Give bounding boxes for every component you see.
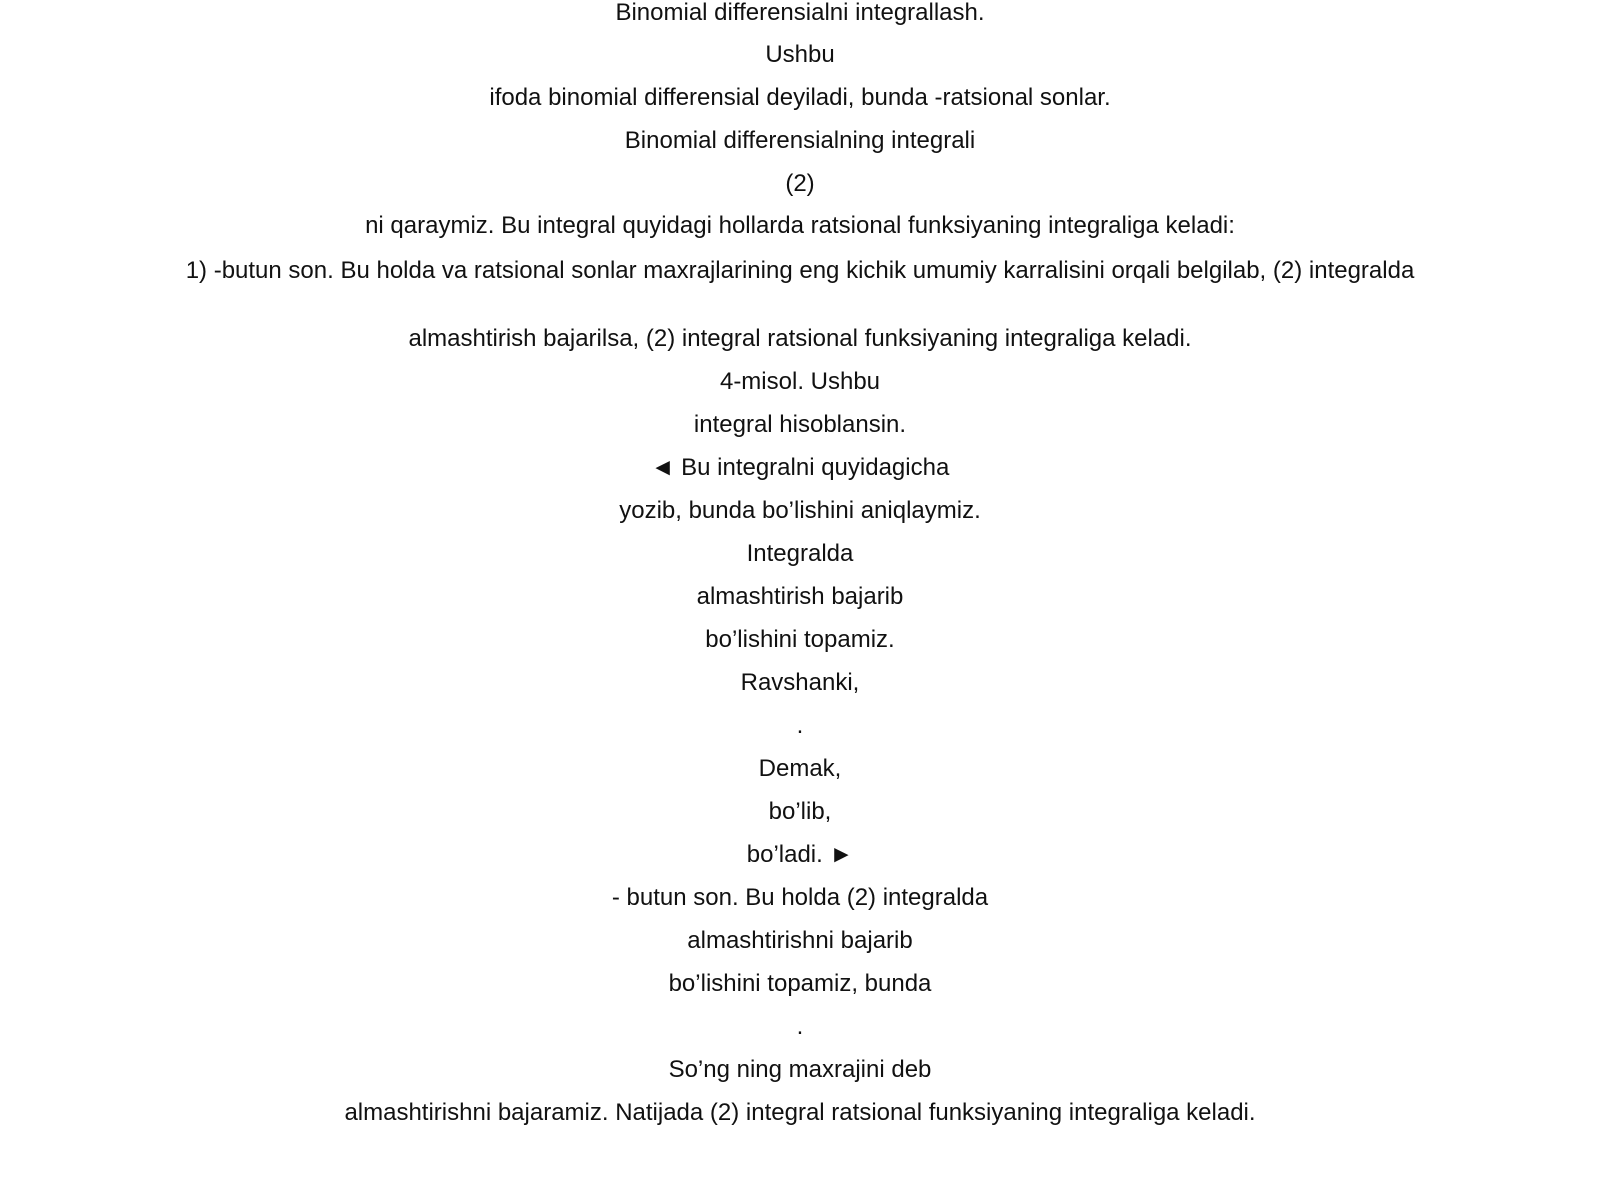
document-title: Binomial differensialni integrallash.: [615, 0, 985, 26]
equation-number: (2): [785, 170, 815, 197]
text-line: bo’lib,: [768, 798, 832, 825]
solution-end-line: bo’ladi. ►: [746, 841, 854, 868]
text-line: Binomial differensialning integrali: [624, 127, 976, 154]
text-line: almashtirishni bajaramiz. Natijada (2) integral ratsional funksiyaning integraliga keladi.: [344, 1099, 1256, 1126]
text-line: almashtirish bajarib: [696, 583, 904, 610]
text-line: So’ng ning maxrajini deb: [668, 1056, 932, 1083]
text-line: Demak,: [758, 755, 842, 782]
text-line: almashtirishni bajarib: [687, 927, 913, 954]
text-line: yozib, bunda bo’lishini aniqlaymiz.: [619, 497, 981, 524]
example-heading: 4-misol. Ushbu: [719, 368, 881, 395]
text-line: bo’lishini topamiz, bunda: [668, 970, 932, 997]
text-line: integral hisoblansin.: [693, 411, 907, 438]
text-line: Ravshanki,: [740, 669, 860, 696]
text-paragraph: 1) -butun son. Bu holda va ratsional sonlar maxrajlarining eng kichik umumiy karralisini orqali belgilab, (2) integralda: [185, 257, 1415, 284]
text-line: - butun son. Bu holda (2) integralda: [611, 884, 989, 911]
text-line: ni qaraymiz. Bu integral quyidagi hollarda ratsional funksiyaning integraliga keladi:: [365, 212, 1235, 239]
text-line: almashtirish bajarilsa, (2) integral ratsional funksiyaning integraliga keladi.: [408, 325, 1192, 352]
text-line: Integralda: [746, 540, 854, 567]
text-line: Ushbu: [765, 41, 835, 68]
solution-start-line: ◄ Bu integralni quyidagicha: [650, 454, 950, 481]
text-line: ifoda binomial differensial deyiladi, bunda -ratsional sonlar.: [489, 84, 1111, 111]
text-line: bo’lishini topamiz.: [705, 626, 895, 653]
text-line: .: [796, 712, 804, 739]
text-line: .: [796, 1013, 804, 1040]
